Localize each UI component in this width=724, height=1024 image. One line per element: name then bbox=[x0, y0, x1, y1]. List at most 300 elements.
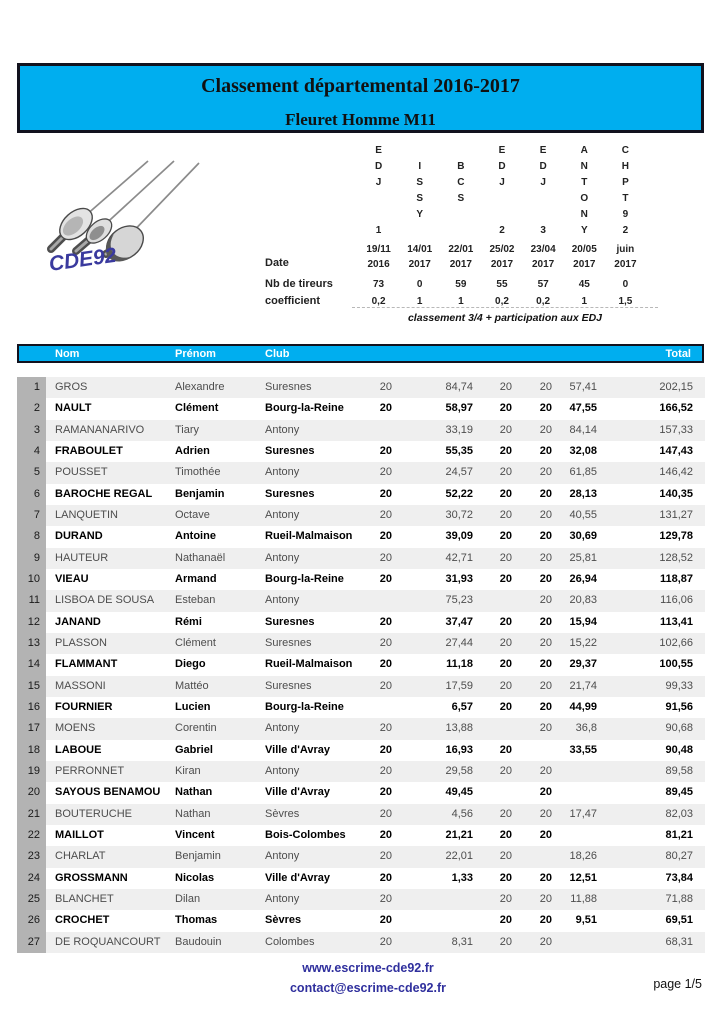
edj2-score-cell: 20 bbox=[499, 381, 512, 393]
event-column bbox=[605, 143, 646, 309]
edj1-score-cell: 20 bbox=[379, 508, 392, 521]
event-date bbox=[523, 242, 564, 272]
event-code-letter: N bbox=[580, 209, 588, 220]
event-coefficient: 0,2 bbox=[495, 296, 509, 307]
club-cell: Bourg-la-Reine bbox=[265, 700, 344, 713]
bcs-score-cell: 13,88 bbox=[445, 722, 473, 735]
event-date-day: 19/11 bbox=[366, 244, 391, 255]
edj3-score-cell: 20 bbox=[539, 679, 552, 692]
rank-spacer bbox=[46, 548, 55, 569]
edj2-score-cell: 20 bbox=[499, 636, 512, 649]
total-cell: 166,52 bbox=[659, 402, 693, 415]
coefficient-row-label: coefficient bbox=[265, 295, 321, 307]
event-date-year: 2016 bbox=[367, 259, 390, 270]
club-cell: Ville d'Avray bbox=[265, 871, 330, 884]
rank-spacer bbox=[46, 697, 55, 718]
issy-score-cell bbox=[392, 910, 432, 931]
event-code-letter: H bbox=[621, 161, 630, 172]
prenom-cell: Rémi bbox=[175, 615, 202, 628]
rank-cell: 4 bbox=[17, 441, 46, 462]
chpt92-score-cell bbox=[597, 441, 625, 462]
footer-links bbox=[228, 958, 508, 998]
event-columns bbox=[358, 143, 646, 309]
table-row bbox=[17, 398, 705, 419]
event-code-letter: E bbox=[498, 145, 506, 156]
table-row bbox=[17, 526, 705, 547]
total-cell: 146,42 bbox=[659, 466, 693, 479]
club-cell: Colombes bbox=[265, 935, 315, 948]
chpt92-score-cell bbox=[597, 782, 625, 803]
rank-cell: 7 bbox=[17, 505, 46, 526]
nom-cell: FOURNIER bbox=[55, 700, 113, 713]
nom-cell: LABOUE bbox=[55, 743, 102, 756]
column-header-club: Club bbox=[265, 348, 290, 360]
table-row bbox=[17, 846, 705, 867]
bcs-score-cell: 33,19 bbox=[445, 423, 473, 436]
rank-cell: 8 bbox=[17, 526, 46, 547]
table-row bbox=[17, 548, 705, 569]
total-cell: 140,35 bbox=[659, 487, 693, 500]
chpt92-score-cell bbox=[597, 462, 625, 483]
rank-cell: 25 bbox=[17, 889, 46, 910]
bcs-score-cell: 58,97 bbox=[445, 402, 473, 415]
rank-spacer bbox=[46, 590, 55, 611]
edj1-score-cell: 20 bbox=[379, 551, 392, 564]
rank-spacer bbox=[46, 484, 55, 505]
event-code-letter bbox=[440, 143, 481, 159]
antony-score-cell: 28,13 bbox=[569, 487, 597, 500]
event-date bbox=[481, 242, 522, 272]
nom-cell: BLANCHET bbox=[55, 892, 114, 905]
nom-cell: HAUTEUR bbox=[55, 551, 109, 564]
total-cell: 100,55 bbox=[659, 658, 693, 671]
total-cell: 81,21 bbox=[665, 828, 693, 841]
event-code-letter bbox=[440, 223, 481, 239]
chpt92-score-cell bbox=[597, 889, 625, 910]
total-cell: 71,88 bbox=[665, 892, 693, 905]
edj1-score-cell: 20 bbox=[379, 743, 392, 756]
prenom-cell: Nathanaël bbox=[175, 551, 226, 564]
prenom-cell: Antoine bbox=[175, 530, 216, 543]
edj3-score-cell: 20 bbox=[539, 381, 552, 393]
rank-spacer bbox=[46, 761, 55, 782]
total-cell: 118,87 bbox=[659, 572, 693, 585]
bcs-score-cell: 4,56 bbox=[451, 807, 473, 820]
cde92-logo bbox=[30, 138, 240, 298]
total-cell: 113,41 bbox=[659, 615, 693, 628]
rank-cell: 19 bbox=[17, 761, 46, 782]
event-code bbox=[358, 143, 399, 239]
event-fencer-count: 0 bbox=[416, 279, 423, 290]
rank-spacer bbox=[46, 910, 55, 931]
event-fencer-count: 57 bbox=[537, 279, 549, 290]
event-code-letter: 2 bbox=[622, 225, 629, 236]
rank-cell: 9 bbox=[17, 548, 46, 569]
bcs-score-cell: 37,47 bbox=[445, 615, 473, 628]
event-fencer-count: 55 bbox=[496, 279, 508, 290]
edj3-score-cell: 20 bbox=[539, 722, 552, 735]
edj3-score-cell: 20 bbox=[539, 764, 552, 777]
issy-score-cell bbox=[392, 569, 432, 590]
edj3-score-cell: 20 bbox=[539, 636, 552, 649]
event-code-letter: C bbox=[621, 145, 630, 156]
antony-score-cell: 47,55 bbox=[569, 402, 597, 415]
edj2-score-cell: 20 bbox=[499, 935, 512, 948]
chpt92-score-cell bbox=[597, 612, 625, 633]
bcs-score-cell: 42,71 bbox=[445, 551, 473, 564]
edj3-score-cell: 20 bbox=[539, 487, 552, 500]
table-row bbox=[17, 825, 705, 846]
antony-score-cell: 9,51 bbox=[575, 914, 597, 927]
prenom-cell: Thomas bbox=[175, 914, 218, 927]
bcs-score-cell: 8,31 bbox=[451, 935, 473, 948]
event-date bbox=[358, 242, 399, 272]
edj3-score-cell: 20 bbox=[539, 700, 552, 713]
table-row bbox=[17, 420, 705, 441]
edj3-score-cell: 20 bbox=[539, 466, 552, 479]
table-row bbox=[17, 441, 705, 462]
issy-score-cell bbox=[392, 420, 432, 441]
issy-score-cell bbox=[392, 761, 432, 782]
club-cell: Suresnes bbox=[265, 636, 312, 649]
table-row bbox=[17, 889, 705, 910]
edj2-score-cell: 20 bbox=[499, 892, 512, 905]
event-code-letter: T bbox=[622, 193, 629, 204]
bcs-score-cell: 39,09 bbox=[445, 530, 473, 543]
issy-score-cell bbox=[392, 462, 432, 483]
issy-score-cell bbox=[392, 398, 432, 419]
bcs-score-cell: 17,59 bbox=[445, 679, 473, 692]
bcs-score-cell: 31,93 bbox=[445, 572, 473, 585]
edj3-score-cell: 20 bbox=[539, 828, 552, 841]
prenom-cell: Clément bbox=[175, 636, 216, 649]
edj1-score-cell: 20 bbox=[379, 914, 392, 927]
rank-cell: 21 bbox=[17, 804, 46, 825]
nom-cell: CROCHET bbox=[55, 914, 110, 927]
total-cell: 131,27 bbox=[659, 508, 693, 521]
chpt92-score-cell bbox=[597, 484, 625, 505]
edj2-score-cell: 20 bbox=[499, 914, 512, 927]
edj2-score-cell: 20 bbox=[499, 551, 512, 564]
edj1-score-cell: 20 bbox=[379, 466, 392, 479]
rank-cell: 6 bbox=[17, 484, 46, 505]
total-cell: 147,43 bbox=[659, 444, 693, 457]
table-row bbox=[17, 633, 705, 654]
issy-score-cell bbox=[392, 846, 432, 867]
chpt92-score-cell bbox=[597, 846, 625, 867]
rank-spacer bbox=[46, 846, 55, 867]
edj2-score-cell: 20 bbox=[499, 423, 512, 436]
edj3-score-cell: 20 bbox=[539, 423, 552, 436]
issy-score-cell bbox=[392, 548, 432, 569]
bcs-score-cell: 1,33 bbox=[451, 871, 473, 884]
table-row bbox=[17, 377, 705, 398]
issy-score-cell bbox=[392, 697, 432, 718]
edj2-score-cell: 20 bbox=[499, 871, 512, 884]
issy-score-cell bbox=[392, 526, 432, 547]
table-row bbox=[17, 782, 705, 803]
edj3-score-cell bbox=[512, 740, 552, 761]
issy-score-cell bbox=[392, 718, 432, 739]
event-code-letter bbox=[481, 207, 522, 223]
chpt92-score-cell bbox=[597, 697, 625, 718]
logo-text: CDE92 bbox=[47, 243, 118, 276]
website-link[interactable]: www.escrime-cde92.fr bbox=[302, 961, 434, 975]
event-date bbox=[605, 242, 646, 272]
edj3-score-cell: 20 bbox=[539, 658, 552, 671]
table-row bbox=[17, 932, 705, 953]
nom-cell: GROSSMANN bbox=[55, 871, 128, 884]
antony-score-cell: 57,41 bbox=[569, 381, 597, 393]
edj3-score-cell: 20 bbox=[539, 594, 552, 607]
club-cell: Antony bbox=[265, 466, 300, 479]
prenom-cell: Mattéo bbox=[175, 679, 209, 692]
issy-score-cell bbox=[392, 484, 432, 505]
rank-cell: 12 bbox=[17, 612, 46, 633]
prenom-cell: Nathan bbox=[175, 786, 213, 799]
event-code-letter: O bbox=[580, 193, 589, 204]
club-cell: Rueil-Malmaison bbox=[265, 530, 353, 543]
total-cell: 116,06 bbox=[660, 594, 693, 607]
edj3-score-cell: 20 bbox=[539, 572, 552, 585]
page-title: Classement départemental 2016-2017 bbox=[201, 75, 520, 97]
rank-spacer bbox=[46, 654, 55, 675]
antony-score-cell: 32,08 bbox=[569, 444, 597, 457]
rank-cell: 26 bbox=[17, 910, 46, 931]
table-row bbox=[17, 718, 705, 739]
edj1-score-cell bbox=[360, 590, 392, 611]
edj1-score-cell bbox=[360, 420, 392, 441]
total-cell: 157,33 bbox=[659, 423, 693, 436]
rank-cell: 13 bbox=[17, 633, 46, 654]
rank-cell: 2 bbox=[17, 398, 46, 419]
prenom-cell: Kiran bbox=[175, 764, 201, 777]
email-link[interactable]: contact@escrime-cde92.fr bbox=[289, 981, 446, 995]
event-column bbox=[440, 143, 481, 309]
event-code-letter bbox=[399, 223, 440, 239]
nom-cell: DURAND bbox=[55, 530, 103, 543]
event-code-letter: S bbox=[416, 177, 424, 188]
chpt92-score-cell bbox=[597, 526, 625, 547]
rank-spacer bbox=[46, 718, 55, 739]
club-cell: Antony bbox=[265, 722, 300, 735]
table-row bbox=[17, 740, 705, 761]
antony-score-cell: 40,55 bbox=[569, 508, 597, 521]
antony-score-cell: 25,81 bbox=[569, 551, 597, 564]
antony-score-cell: 29,37 bbox=[569, 658, 597, 671]
total-cell: 128,52 bbox=[659, 551, 693, 564]
club-cell: Bourg-la-Reine bbox=[265, 572, 344, 585]
nom-cell: MASSONI bbox=[55, 679, 106, 692]
rank-spacer bbox=[46, 612, 55, 633]
event-date bbox=[440, 242, 481, 272]
prenom-cell: Diego bbox=[175, 658, 206, 671]
edj2-score-cell: 20 bbox=[499, 615, 512, 628]
edj1-score-cell: 20 bbox=[379, 444, 392, 457]
rank-spacer bbox=[46, 462, 55, 483]
total-cell: 202,15 bbox=[659, 381, 693, 393]
event-date-day: 20/05 bbox=[571, 244, 597, 255]
nom-cell: VIEAU bbox=[55, 572, 89, 585]
chpt92-score-cell bbox=[597, 804, 625, 825]
table-row bbox=[17, 697, 705, 718]
edj2-score-cell: 20 bbox=[499, 679, 512, 692]
event-date-year: 2017 bbox=[408, 259, 431, 270]
event-code-letter: D bbox=[498, 161, 506, 172]
event-code-letter: E bbox=[375, 145, 382, 156]
event-column bbox=[358, 143, 399, 309]
prenom-cell: Tiary bbox=[175, 423, 200, 436]
table-row bbox=[17, 654, 705, 675]
event-date-year: 2017 bbox=[490, 259, 514, 270]
event-code-letter bbox=[358, 191, 399, 207]
chpt92-score-cell bbox=[597, 398, 625, 419]
event-code-letter: C bbox=[457, 177, 465, 188]
event-code bbox=[399, 143, 440, 239]
antony-score-cell: 26,94 bbox=[569, 572, 597, 585]
event-code-letter bbox=[523, 191, 564, 207]
event-code-letter: 9 bbox=[622, 209, 629, 220]
rank-spacer bbox=[46, 505, 55, 526]
total-cell: 73,84 bbox=[665, 871, 693, 884]
table-row bbox=[17, 868, 705, 889]
edj3-score-cell: 20 bbox=[539, 786, 552, 799]
table-row bbox=[17, 612, 705, 633]
event-code-letter: S bbox=[457, 193, 465, 204]
total-cell: 82,03 bbox=[665, 807, 693, 820]
chpt92-score-cell bbox=[597, 932, 625, 953]
event-code-letter bbox=[358, 207, 399, 223]
antony-score-cell bbox=[552, 932, 597, 953]
issy-score-cell bbox=[392, 633, 432, 654]
chpt92-score-cell bbox=[597, 633, 625, 654]
nom-cell: POUSSET bbox=[55, 466, 108, 479]
event-code-letter: 1 bbox=[375, 225, 382, 236]
total-cell: 68,31 bbox=[665, 935, 693, 948]
edj1-score-cell: 20 bbox=[379, 850, 392, 863]
rank-spacer bbox=[46, 377, 55, 398]
club-cell: Ville d'Avray bbox=[265, 786, 330, 799]
table-row bbox=[17, 590, 705, 611]
event-code bbox=[564, 143, 605, 239]
event-fencer-count: 73 bbox=[373, 279, 385, 290]
issy-score-cell bbox=[392, 868, 432, 889]
nom-cell: BAROCHE REGAL bbox=[55, 487, 153, 500]
edj1-score-cell: 20 bbox=[379, 722, 392, 735]
edj2-score-cell bbox=[473, 590, 512, 611]
event-fencer-count: 45 bbox=[578, 279, 590, 290]
edj3-score-cell: 20 bbox=[539, 615, 552, 628]
rank-cell: 23 bbox=[17, 846, 46, 867]
rank-spacer bbox=[46, 868, 55, 889]
issy-score-cell bbox=[392, 889, 432, 910]
nom-cell: BOUTERUCHE bbox=[55, 807, 133, 820]
antony-score-cell: 20,83 bbox=[569, 594, 597, 607]
bcs-score-cell: 27,44 bbox=[445, 636, 473, 649]
bcs-score-cell bbox=[432, 889, 473, 910]
total-cell: 89,58 bbox=[665, 764, 693, 777]
event-fencer-count: 59 bbox=[455, 279, 467, 290]
antony-score-cell: 44,99 bbox=[569, 700, 597, 713]
rank-cell: 24 bbox=[17, 868, 46, 889]
prenom-cell: Lucien bbox=[175, 700, 211, 713]
event-code-letter: E bbox=[539, 145, 547, 156]
nom-cell: JANAND bbox=[55, 615, 101, 628]
prenom-cell: Nicolas bbox=[175, 871, 215, 884]
rank-spacer bbox=[46, 740, 55, 761]
rank-spacer bbox=[46, 569, 55, 590]
prenom-cell: Baudouin bbox=[175, 935, 222, 948]
nom-cell: NAULT bbox=[55, 402, 92, 415]
bcs-score-cell: 11,18 bbox=[446, 658, 473, 671]
event-date-day: 25/02 bbox=[489, 244, 515, 255]
chpt92-score-cell bbox=[597, 676, 625, 697]
prenom-cell: Armand bbox=[175, 572, 217, 585]
nom-cell: GROS bbox=[55, 381, 88, 393]
event-code-letter bbox=[440, 207, 481, 223]
prenom-cell: Alexandre bbox=[175, 381, 225, 393]
rank-cell: 11 bbox=[17, 590, 46, 611]
antony-score-cell: 12,51 bbox=[569, 871, 597, 884]
prenom-cell: Vincent bbox=[175, 828, 215, 841]
rank-cell: 20 bbox=[17, 782, 46, 803]
edj2-score-cell: 20 bbox=[499, 530, 512, 543]
rank-spacer bbox=[46, 889, 55, 910]
event-code-letter: 2 bbox=[499, 225, 505, 236]
event-code-letter: D bbox=[539, 161, 547, 172]
nom-cell: FRABOULET bbox=[55, 444, 123, 457]
table-row bbox=[17, 569, 705, 590]
nom-cell: LANQUETIN bbox=[55, 508, 118, 521]
event-code-letter: Y bbox=[580, 225, 588, 236]
nom-cell: CHARLAT bbox=[55, 850, 106, 863]
issy-score-cell bbox=[392, 740, 432, 761]
edj3-score-cell: 20 bbox=[539, 530, 552, 543]
issy-score-cell bbox=[392, 505, 432, 526]
rank-cell: 27 bbox=[17, 932, 46, 953]
rank-spacer bbox=[46, 633, 55, 654]
event-coefficient: 0,2 bbox=[371, 296, 386, 307]
antony-score-cell: 61,85 bbox=[569, 466, 597, 479]
edj3-score-cell: 20 bbox=[539, 892, 552, 905]
chpt92-score-cell bbox=[597, 377, 625, 398]
edj1-score-cell: 20 bbox=[379, 679, 392, 692]
edj1-score-cell: 20 bbox=[379, 572, 392, 585]
event-date-day: juin bbox=[616, 244, 635, 255]
club-cell: Rueil-Malmaison bbox=[265, 658, 353, 671]
club-cell: Suresnes bbox=[265, 615, 315, 628]
event-date bbox=[564, 242, 605, 272]
event-date-day: 22/01 bbox=[448, 244, 474, 255]
nom-cell: FLAMMANT bbox=[55, 658, 118, 671]
bcs-score-cell bbox=[432, 910, 473, 931]
event-date-year: 2017 bbox=[614, 259, 637, 270]
chpt92-score-cell bbox=[597, 654, 625, 675]
antony-score-cell: 84,14 bbox=[569, 423, 597, 436]
prenom-cell: Dilan bbox=[175, 892, 201, 905]
rank-cell: 5 bbox=[17, 462, 46, 483]
rank-cell: 3 bbox=[17, 420, 46, 441]
chpt92-score-cell bbox=[597, 910, 625, 931]
prenom-cell: Clément bbox=[175, 402, 219, 415]
event-code-letter bbox=[399, 143, 440, 159]
edj3-score-cell: 20 bbox=[539, 444, 552, 457]
edj1-score-cell: 20 bbox=[379, 935, 392, 948]
club-cell: Suresnes bbox=[265, 381, 312, 393]
event-code bbox=[481, 143, 522, 239]
edj1-score-cell: 20 bbox=[379, 892, 392, 905]
event-date-day: 23/04 bbox=[530, 244, 556, 255]
